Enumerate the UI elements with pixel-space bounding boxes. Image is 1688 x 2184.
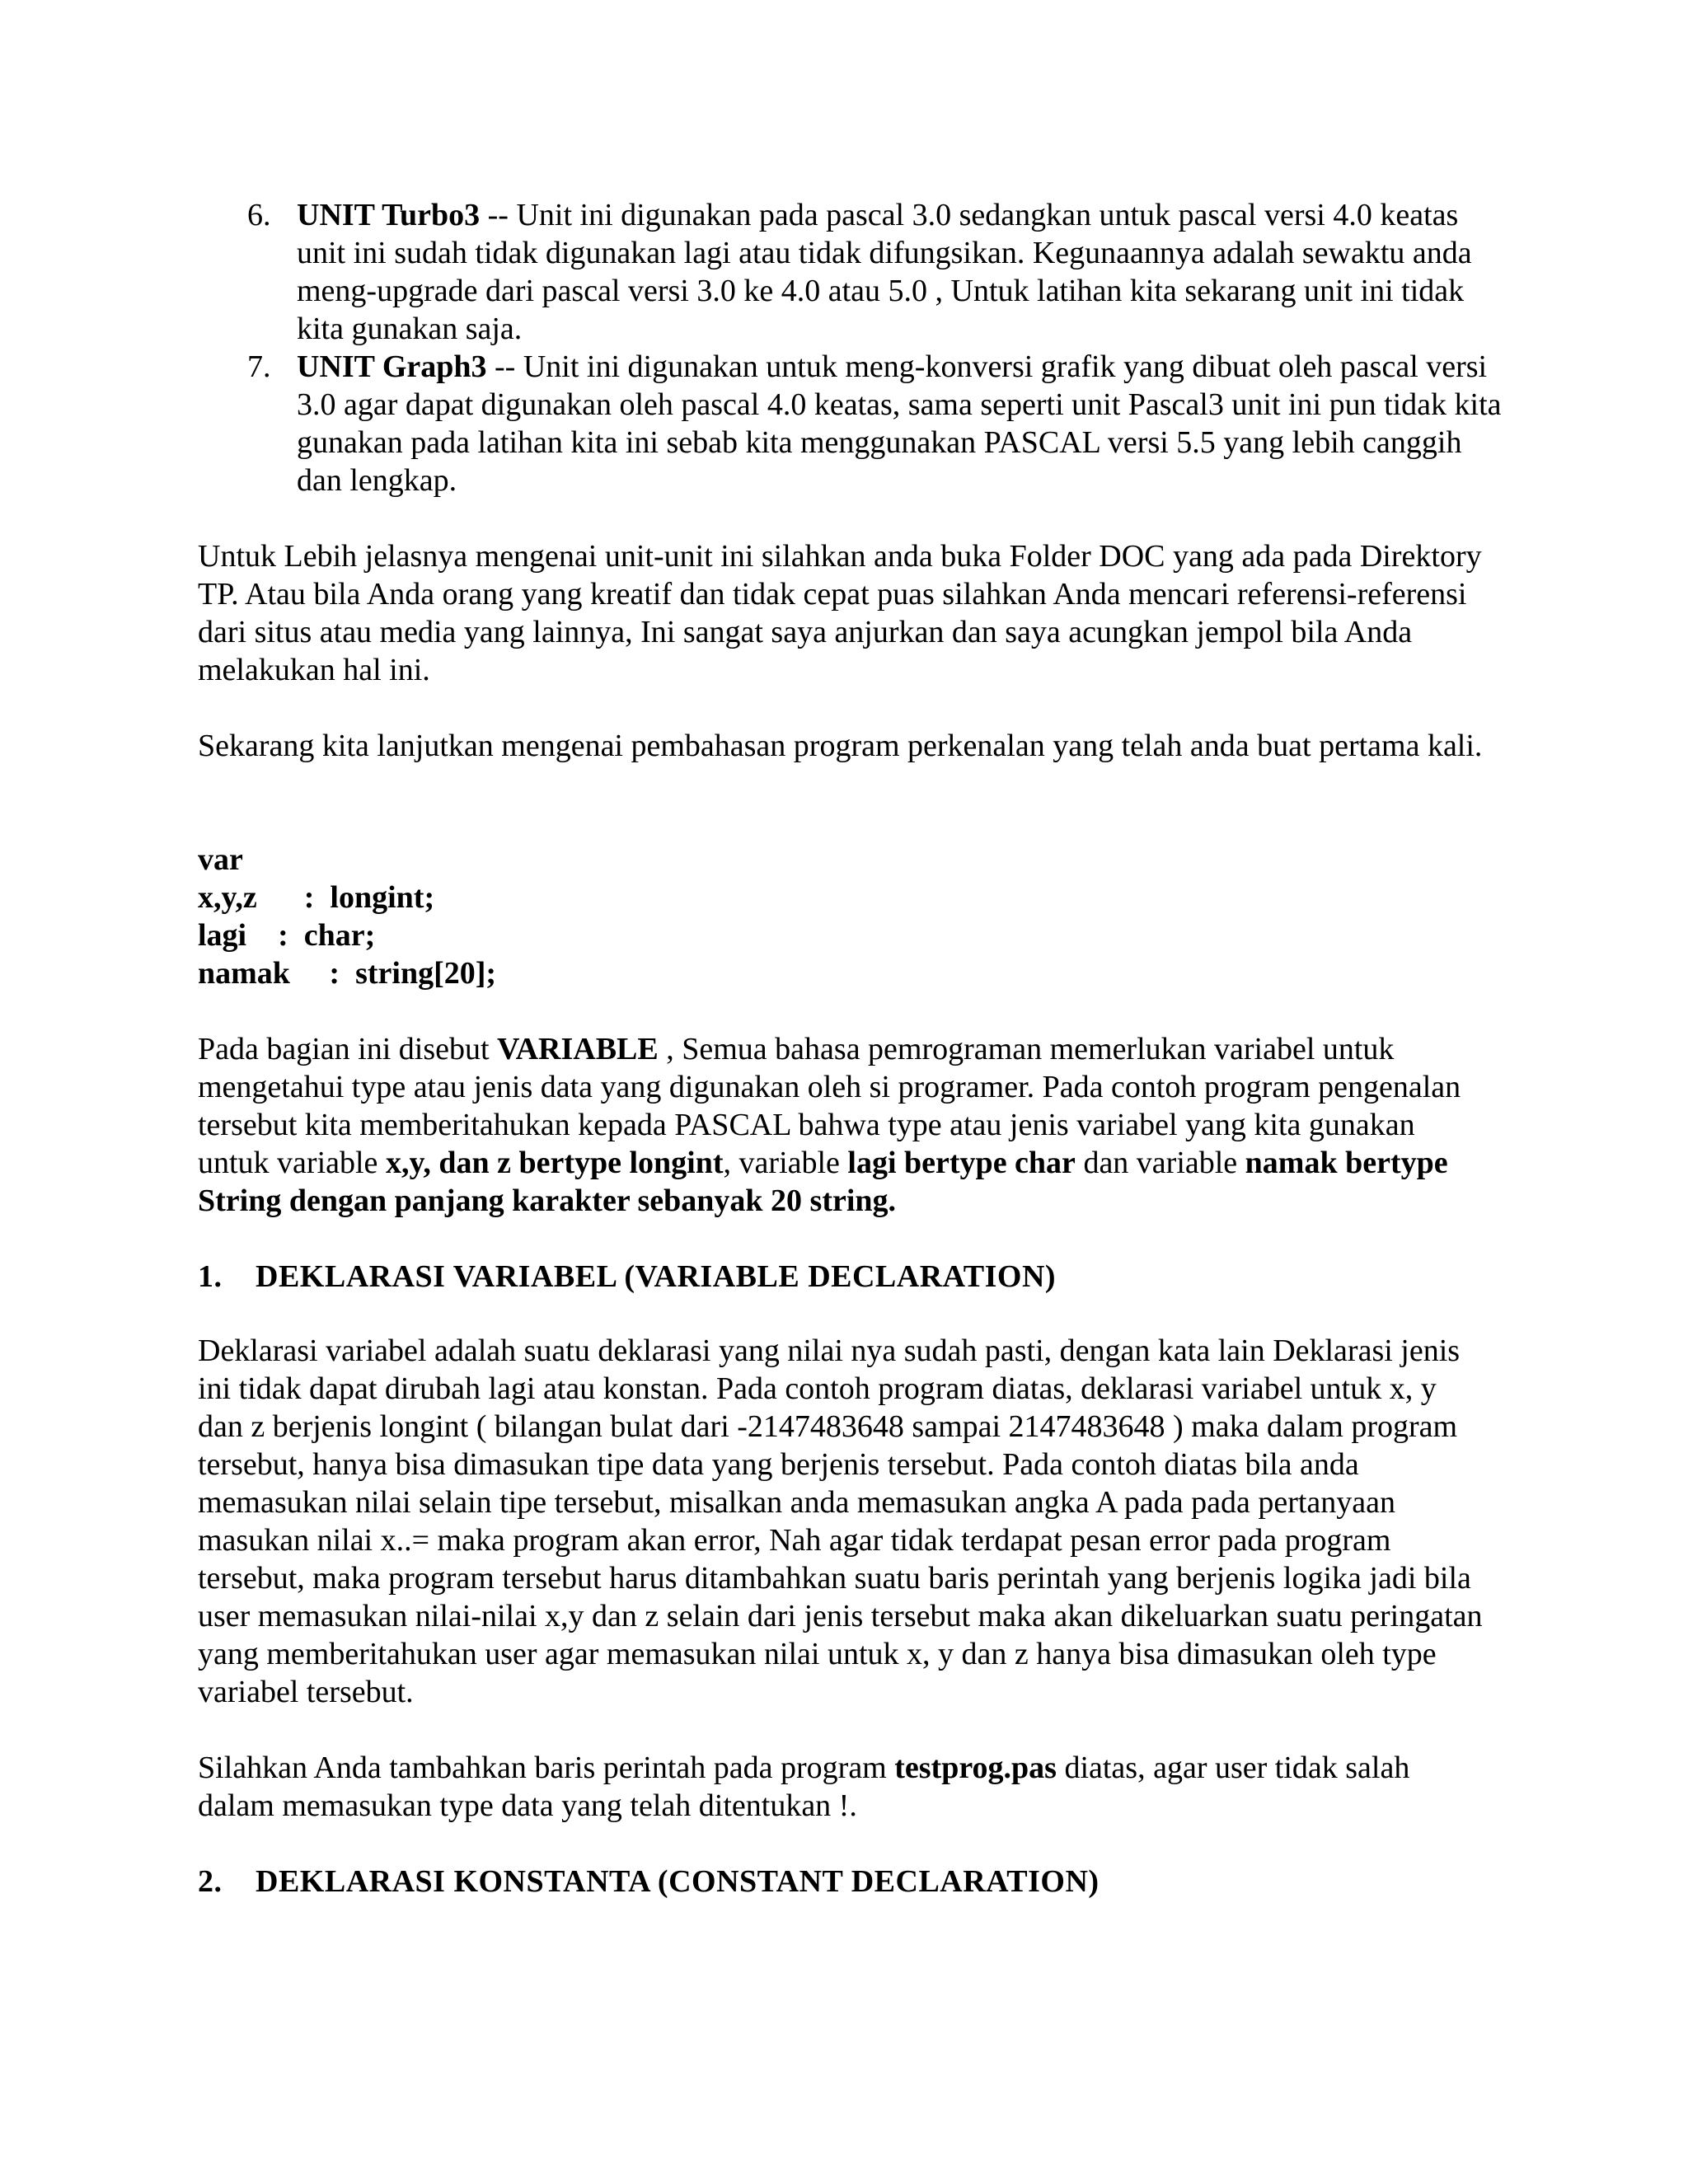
section-heading-variable xyxy=(198,1258,1056,1296)
list-item-title: UNIT Turbo3 xyxy=(297,198,481,232)
paragraph-lanjut: Sekarang kita lanjutkan mengenai pembahasan program perkenalan yang telah anda buat pertama kali. xyxy=(198,729,1483,763)
list-item-body: -- Unit ini digunakan pada pascal 3.0 sedangkan untuk pascal versi 4.0 keatas unit ini sudah tidak digunakan lagi atau tidak difungsikan. Kegunaannya adalah sewaktu anda meng-upgrade dari pascal versi 3.0 ke 4.0 atau 5.0 , Untuk latihan kita sekarang unit ini tidak kita gunakan saja. xyxy=(297,198,1472,346)
list-item-text xyxy=(297,348,1508,499)
bold-run: x,y, dan z bertype longint xyxy=(385,1146,724,1180)
text-run: Silahkan Anda tambahkan baris perintah pada program xyxy=(198,1750,895,1785)
paragraph-variable xyxy=(198,1030,1484,1220)
list-item-number: 6. xyxy=(247,198,271,232)
bold-run: lagi bertype char xyxy=(847,1146,1076,1180)
list-item-title: UNIT Graph3 xyxy=(297,349,487,384)
list-item xyxy=(239,196,1508,348)
unit-list xyxy=(239,196,1508,499)
paragraph-silahkan xyxy=(198,1749,1484,1825)
heading-number: 1. xyxy=(198,1259,223,1294)
heading-text: DEKLARASI VARIABEL (VARIABLE DECLARATION) xyxy=(256,1259,1057,1294)
code-line: lagi : char; xyxy=(198,918,376,953)
code-line: namak : string[20]; xyxy=(198,956,497,991)
list-item xyxy=(239,348,1508,499)
text-run: dan variable xyxy=(1075,1146,1245,1180)
heading-number: 2. xyxy=(198,1864,223,1899)
bold-run: VARIABLE xyxy=(497,1032,659,1066)
paragraph-unit-info: Untuk Lebih jelasnya mengenai unit-unit ini silahkan anda buka Folder DOC yang ada pada Direktory TP. Atau bila Anda orang yang kreatif dan tidak cepat puas silahkan Anda mencari referensi-referensi dari situs atau media yang lainnya, Ini sangat saya anjurkan dan saya acungkan jempol bila Anda melakukan hal ini. xyxy=(198,539,1482,687)
code-line: var xyxy=(198,842,243,877)
code-line: x,y,z : longint; xyxy=(198,880,435,915)
list-item-body: -- Unit ini digunakan untuk meng-konversi grafik yang dibuat oleh pascal versi 3.0 agar dapat digunakan oleh pascal 4.0 keatas, sama seperti unit Pascal3 unit ini pun tidak kita gunakan pada latihan kita ini sebab kita menggunakan PASCAL versi 5.5 yang lebih canggih dan lengkap. xyxy=(297,349,1502,498)
code-block xyxy=(198,841,1484,992)
section-heading-konstanta xyxy=(198,1863,1100,1900)
text-run: Pada bagian ini disebut xyxy=(198,1032,498,1066)
list-item-text xyxy=(297,196,1508,348)
list-item-number: 7. xyxy=(247,349,271,384)
bold-run: testprog.pas xyxy=(894,1750,1057,1785)
heading-text: DEKLARASI KONSTANTA (CONSTANT DECLARATION) xyxy=(256,1864,1100,1899)
text-run: diatas, agar user tidak salah dalam memasukan type data yang telah ditentukan !. xyxy=(198,1750,1410,1823)
text-run: , variable xyxy=(723,1146,848,1180)
bold-run: namak bertype String dengan panjang karakter sebanyak 20 string. xyxy=(198,1146,1448,1218)
text-run: , Semua bahasa pemrograman memerlukan variabel untuk mengetahui type atau jenis data yang digunakan oleh si programer. Pada contoh program pengenalan tersebut kita memberitahukan kepada PASCAL bahwa type atau jenis variabel yang kita gunakan untuk variable xyxy=(198,1032,1461,1180)
paragraph-deklarasi: Deklarasi variabel adalah suatu deklarasi yang nilai nya sudah pasti, dengan kata lain Deklarasi jenis ini tidak dapat dirubah lagi atau konstan. Pada contoh program diatas, deklarasi variabel untuk x, y dan z berjenis longint ( bilangan bulat dari -2147483648 sampai 2147483648 ) maka dalam program tersebut, hanya bisa dimasukan tipe data yang berjenis tersebut. Pada contoh diatas bila anda memasukan nilai selain tipe tersebut, misalkan anda memasukan angka A pada pada pertanyaan masukan nilai x..= maka program akan error, Nah agar tidak terdapat pesan error pada program tersebut, maka program tersebut harus ditambahkan suatu baris perintah yang berjenis logika jadi bila user memasukan nilai-nilai x,y dan z selain dari jenis tersebut maka akan dikeluarkan suatu peringatan yang memberitahukan user agar memasukan nilai untuk x, y dan z hanya bisa dimasukan oleh type variabel tersebut. xyxy=(198,1333,1483,1709)
